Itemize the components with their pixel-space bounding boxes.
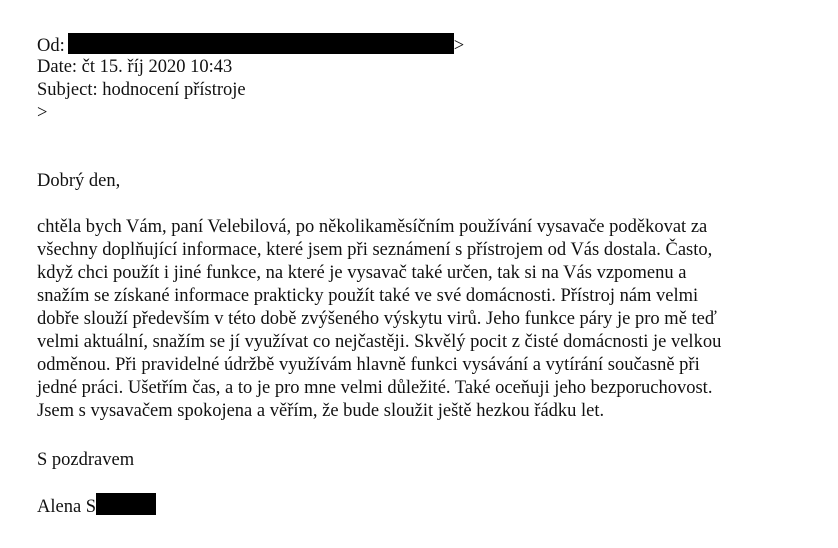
signature-name: Alena S — [37, 497, 97, 517]
body-line: všechny doplňující informace, které jsem při seznámení s přístrojem od Vás dostala. Často, — [37, 240, 713, 260]
body-line: velmi aktuální, snažím se jí využívat co nejčastěji. Skvělý pocit z čisté domácnosti je velkou — [37, 332, 722, 352]
body-line: jedné práci. Ušetřím čas, a to je pro mne velmi důležité. Také oceňuji jeho bezporuchovost. — [37, 378, 713, 398]
from-line — [37, 33, 464, 56]
subject-line: Subject: hodnocení přístroje — [37, 80, 246, 100]
body-line: snažím se získané informace prakticky použít také ve své domácnosti. Přístroj nám velmi — [37, 286, 699, 306]
closing: S pozdravem — [37, 450, 135, 470]
from-suffix: > — [453, 36, 465, 56]
quote-marker: > — [37, 103, 48, 123]
body-line: dobře slouží především v této době zvýšeného výskytu virů. Jeho funkce páry je pro mě teď — [37, 309, 717, 329]
message-body — [37, 216, 721, 423]
email-header — [37, 33, 464, 125]
redacted-sender-block — [68, 33, 454, 54]
body-line: odměnou. Při pravidelné údržbě využívám hlavně funkci vysávání a vytírání současně při — [37, 355, 700, 375]
signature — [37, 493, 156, 519]
from-label: Od: — [37, 36, 65, 56]
greeting: Dobrý den, — [37, 171, 121, 191]
redacted-surname-block — [96, 493, 156, 515]
date-line: Date: čt 15. říj 2020 10:43 — [37, 57, 233, 77]
body-line: Jsem s vysavačem spokojena a věřím, že bude sloužit ještě hezkou řádku let. — [37, 401, 605, 421]
body-line: chtěla bych Vám, paní Velebilová, po několikaměsíčním používání vysavače poděkovat za — [37, 217, 708, 237]
body-line: když chci použít i jiné funkce, na které je vysavač také určen, tak si na Vás vzpomenu a — [37, 263, 687, 283]
